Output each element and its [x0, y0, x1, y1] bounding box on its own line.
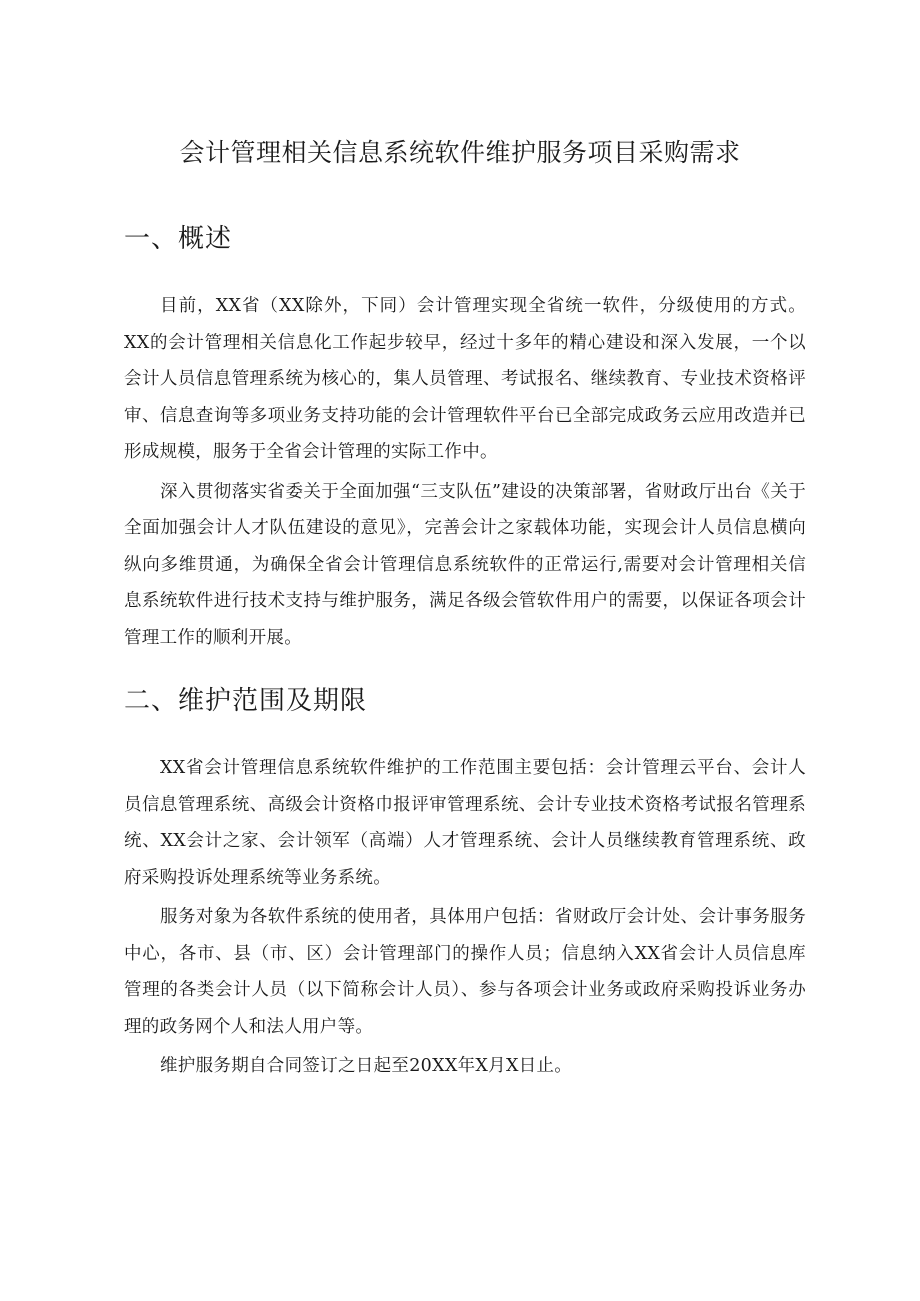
section-body-scope	[124, 750, 806, 1088]
paragraph: XX省会计管理信息系统软件维护的工作范围主要包括：会计管理云平台、会计人员信息管理系统、高级会计资格巾报评审管理系统、会计专业技术资格考试报名管理系统、XX会计之家、会计领军（高端）人才管理系统、会计人员继续教育管理系统、政府采购投诉处理系统等业务系统。	[124, 758, 806, 888]
section-heading-scope: 二、维护范围及期限	[124, 686, 368, 716]
document-title: 会计管理相关信息系统软件维护服务项目采购需求	[179, 138, 741, 167]
section-heading-overview: 一、概述	[124, 224, 233, 254]
paragraph: 维护服务期自合同签订之日起至20XX年X月X日止。	[160, 1056, 573, 1076]
paragraph: 服务对象为各软件系统的使用者，具体用户包括：省财政厅会计处、会计事务服务中心，各市、县（市、区）会计管理部门的操作人员；信息纳入XX省会计人员信息库管理的各类会计人员（以下简称会计人员）、参与各项会计业务或政府采购投诉业务办理的政务网个人和法人用户等。	[124, 907, 806, 1037]
paragraph: 深入贯彻落实省委关于全面加强“三支队伍”建设的决策部署，省财政厅出台《关于全面加强会计人才队伍建设的意见》，完善会计之家载体功能，实现会计人员信息横向纵向多维贯通，为确保全省会计管理信息系统软件的正常运行,需要对会计管理相关信息系统软件进行技术支持与维护服务，满足各级会管软件用户的需要，以保证各项会计管理工作的顺利开展。	[124, 481, 806, 648]
section-body-overview	[124, 288, 806, 659]
paragraph: 目前，XX省（XX除外，下同）会计管理实现全省统一软件，分级使用的方式。XX的会计管理相关信息化工作起步较早，经过十多年的精心建设和深入发展，一个以会计人员信息管理系统为核心的，集人员管理、考试报名、继续教育、专业技术资格评审、信息查询等多项业务支持功能的会计管理软件平台已全部完成政务云应用改造并已形成规模，服务于全省会计管理的实际工作中。	[124, 296, 806, 462]
